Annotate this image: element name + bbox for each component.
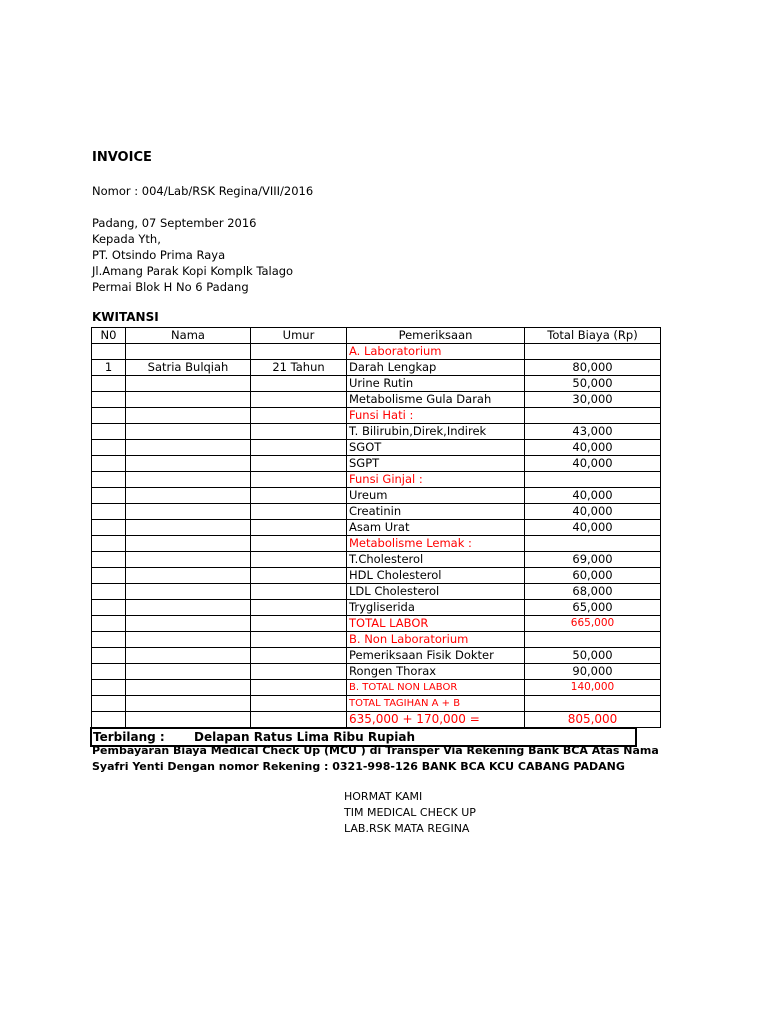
table-row xyxy=(92,472,661,488)
item-price: 40,000 xyxy=(525,488,661,504)
table-row xyxy=(92,488,661,504)
item-price: 40,000 xyxy=(525,520,661,536)
item-name: Pemeriksaan Fisik Dokter xyxy=(347,648,525,664)
header-umur: Umur xyxy=(251,328,347,344)
invoice-table xyxy=(91,327,661,728)
payment-note: Syafri Yenti Dengan nomor Rekening : 0321-998-126 BANK BCA KCU CABANG PADANG xyxy=(92,760,625,773)
address-line: Kepada Yth, xyxy=(92,232,161,246)
item-price: 30,000 xyxy=(525,392,661,408)
item-price: 40,000 xyxy=(525,440,661,456)
table-row xyxy=(92,344,661,360)
table-row xyxy=(92,520,661,536)
invoice-date: Padang, 07 September 2016 xyxy=(92,216,257,230)
total-labor-value: 665,000 xyxy=(525,616,661,632)
category-fungsi-ginjal: Funsi Ginjal : xyxy=(347,472,525,488)
invoice-number: Nomor : 004/Lab/RSK Regina/VIII/2016 xyxy=(92,184,314,198)
table-row xyxy=(92,552,661,568)
table-row xyxy=(92,360,661,376)
terbilang-label: Terbilang : xyxy=(93,730,165,744)
item-price: 60,000 xyxy=(525,568,661,584)
item-price: 68,000 xyxy=(525,584,661,600)
patient-age: 21 Tahun xyxy=(251,360,347,376)
item-name: SGPT xyxy=(347,456,525,472)
total-non-labor-label: B. TOTAL NON LABOR xyxy=(347,680,525,696)
address-line: PT. Otsindo Prima Raya xyxy=(92,248,226,262)
terbilang-value: Delapan Ratus Lima Ribu Rupiah xyxy=(194,730,415,744)
address-line: Permai Blok H No 6 Padang xyxy=(92,280,249,294)
item-price: 65,000 xyxy=(525,600,661,616)
category-laboratorium: A. Laboratorium xyxy=(347,344,525,360)
header-pemeriksaan: Pemeriksaan xyxy=(347,328,525,344)
table-header-row xyxy=(92,328,661,344)
signature-line: HORMAT KAMI xyxy=(344,790,423,803)
item-name: Darah Lengkap xyxy=(347,360,525,376)
table-row xyxy=(92,664,661,680)
table-row xyxy=(92,600,661,616)
item-name: SGOT xyxy=(347,440,525,456)
payment-note: Pembayaran Biaya Medical Check Up (MCU ) di Transper Via Rekening Bank BCA Atas Nama xyxy=(92,744,659,757)
header-no: N0 xyxy=(92,328,126,344)
item-price: 69,000 xyxy=(525,552,661,568)
item-name: Ureum xyxy=(347,488,525,504)
table-row xyxy=(92,408,661,424)
total-labor-label: TOTAL LABOR xyxy=(347,616,525,632)
table-row xyxy=(92,616,661,632)
total-non-labor-value: 140,000 xyxy=(525,680,661,696)
item-name: LDL Cholesterol xyxy=(347,584,525,600)
patient-name: Satria Bulqiah xyxy=(126,360,251,376)
table-row xyxy=(92,712,661,728)
item-price: 50,000 xyxy=(525,376,661,392)
table-row xyxy=(92,648,661,664)
kwitansi-heading: KWITANSI xyxy=(92,310,159,324)
table-row xyxy=(92,584,661,600)
item-name: Trygliserida xyxy=(347,600,525,616)
table-row xyxy=(92,504,661,520)
address-line: Jl.Amang Parak Kopi Komplk Talago xyxy=(92,264,294,278)
table-row xyxy=(92,456,661,472)
item-name: Asam Urat xyxy=(347,520,525,536)
category-non-laboratorium: B. Non Laboratorium xyxy=(347,632,525,648)
table-row xyxy=(92,376,661,392)
total-tagihan-label: TOTAL TAGIHAN A + B xyxy=(347,696,525,712)
item-name: Urine Rutin xyxy=(347,376,525,392)
table-row xyxy=(92,440,661,456)
header-nama: Nama xyxy=(126,328,251,344)
item-price: 90,000 xyxy=(525,664,661,680)
table-row xyxy=(92,392,661,408)
item-name: Creatinin xyxy=(347,504,525,520)
item-name: Metabolisme Gula Darah xyxy=(347,392,525,408)
table-row xyxy=(92,680,661,696)
grand-total-value: 805,000 xyxy=(525,712,661,728)
item-price: 43,000 xyxy=(525,424,661,440)
grand-total-formula: 635,000 + 170,000 = xyxy=(347,712,525,728)
item-name: HDL Cholesterol xyxy=(347,568,525,584)
table-row xyxy=(92,696,661,712)
signature-line: LAB.RSK MATA REGINA xyxy=(344,822,470,835)
item-name: Rongen Thorax xyxy=(347,664,525,680)
item-name: T.Cholesterol xyxy=(347,552,525,568)
item-price: 80,000 xyxy=(525,360,661,376)
table-row xyxy=(92,536,661,552)
signature-line: TIM MEDICAL CHECK UP xyxy=(344,806,476,819)
item-price: 40,000 xyxy=(525,456,661,472)
item-price: 40,000 xyxy=(525,504,661,520)
category-metabolisme-lemak: Metabolisme Lemak : xyxy=(347,536,525,552)
table-row xyxy=(92,424,661,440)
table-row xyxy=(92,632,661,648)
invoice-title: INVOICE xyxy=(92,150,152,165)
header-total-biaya: Total Biaya (Rp) xyxy=(525,328,661,344)
item-price: 50,000 xyxy=(525,648,661,664)
table-row xyxy=(92,568,661,584)
category-fungsi-hati: Funsi Hati : xyxy=(347,408,525,424)
item-name: T. Bilirubin,Direk,Indirek xyxy=(347,424,525,440)
patient-no: 1 xyxy=(92,360,126,376)
